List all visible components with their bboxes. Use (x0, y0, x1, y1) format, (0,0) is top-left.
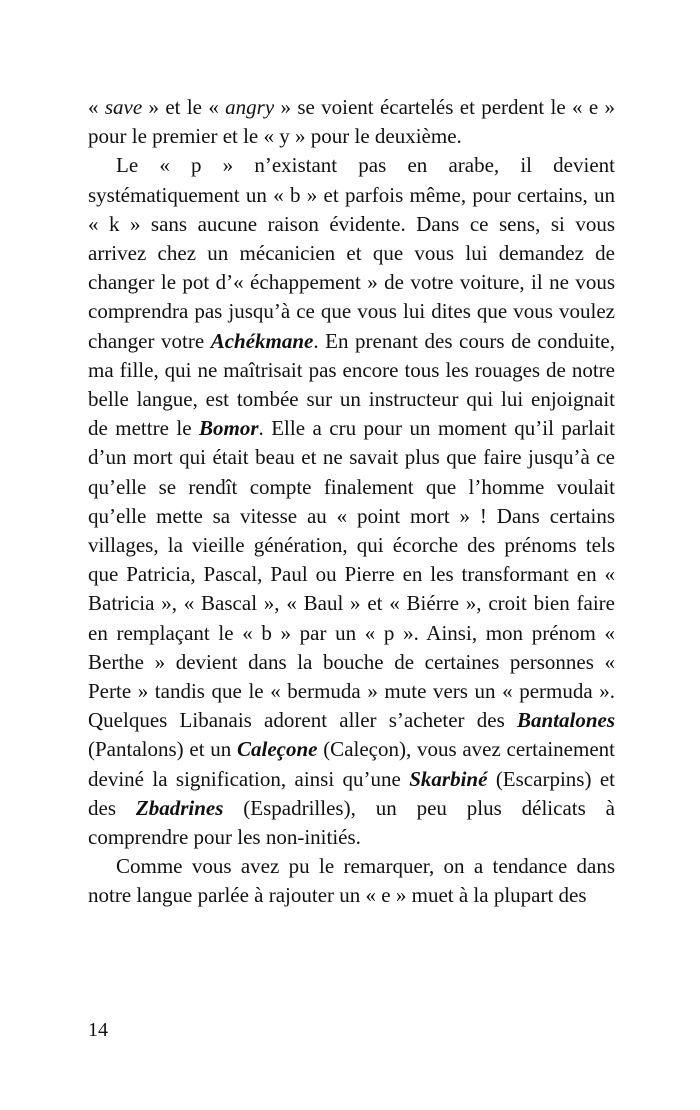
emphasized-term: Skarbiné (409, 766, 488, 791)
page-number: 14 (88, 1019, 108, 1041)
text-run: » et le « (142, 95, 226, 119)
paragraph (88, 852, 615, 910)
body-text (88, 93, 615, 911)
emphasized-term: Zbadrines (135, 795, 224, 820)
text-run: » se voient écartelés et perdent le « e » pour le premier et le « y » pour le deuxième. (88, 95, 616, 149)
text-run: (Pantalons) et un (88, 737, 237, 762)
text-run: (Caleçon), vous avez certainement deviné la signification, ainsi qu’une (88, 737, 615, 791)
text-run: Comme vous avez pu le remarquer, on a tendance dans notre langue parlée à rajouter un « e » muet à la plupart des (88, 854, 615, 908)
text-run: « (88, 95, 105, 119)
text-run: . Elle a cru pour un moment qu’il parlait d’un mort qui était beau et ne savait plus que faire jusqu’à ce qu’elle se rendît compte finalement que l’homme voulait qu’elle mette sa vitesse au « point mort » ! Dans certains villages, la vieille génération, qui écorche des prénoms tels que Patricia, Pascal, Paul ou Pierre en les transformant en « Batricia », « Bascal », « Baul » et « Biérre », croit bien faire en remplaçant le « b » par un « p ». Ainsi, mon prénom « Berthe » devient dans la bouche de certaines personnes « Perte » tandis que le « bermuda » mute vers un « permuda ». Quelques Libanais adorent aller s’acheter des (88, 416, 615, 733)
emphasized-term: Achékmane (210, 328, 314, 353)
emphasized-term: Caleçone (236, 737, 318, 762)
text-run: (Espadrilles), un peu plus délicats à comprendre pour les non-initiés. (88, 795, 615, 850)
emphasized-term: Bomor (199, 416, 259, 441)
paragraph (88, 93, 615, 151)
emphasized-term: Bantalones (516, 708, 615, 733)
italic-term: save (104, 95, 143, 119)
text-run: Le « p » n’existant pas en arabe, il devient systématiquement un « b » et parfois même, pour certains, un « k » sans aucune raison évidente. Dans ce sens, si vous arrivez chez un mécanicien et que vous lui demandez de changer le pot d’« échappement » de votre voiture, il ne vous comprendra pas jusqu’à ce que vous lui dites que vous voulez changer votre (88, 153, 615, 353)
text-run: (Escarpins) et des (88, 766, 615, 820)
paragraph (88, 151, 615, 852)
italic-term: angry (225, 95, 275, 119)
text-run: . En prenant des cours de conduite, ma fille, qui ne maîtrisait pas encore tous les rouages de notre belle langue, est tombée sur un instructeur qui lui enjoignait de mettre le (88, 328, 615, 441)
